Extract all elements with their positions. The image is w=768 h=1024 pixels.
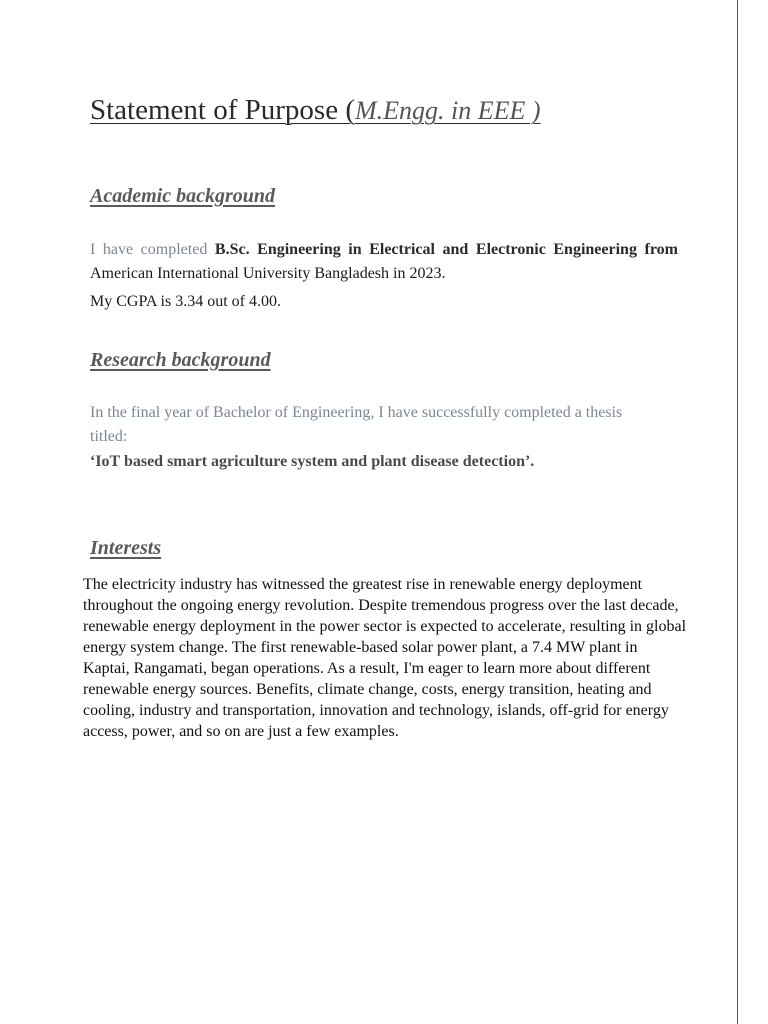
title-program: M.Engg. in EEE )	[354, 96, 541, 125]
heading-academic-background: Academic background	[90, 185, 275, 207]
interests-paragraph: The electricity industry has witnessed the greatest rise in renewable energy deployment throughout the ongoing energy revolution. Despite tremendous progress over the last decade, renewable energy deployment in the power sector is expected to accelerate, resulting in global energy system change. The first renewable-based solar power plant, a 7.4 MW plant in Kaptai, Rangamati, began operations. As a result, I'm eager to learn more about different renewable energy sources. Benefits, climate change, costs, energy transition, heating and cooling, industry and transportation, innovation and technology, islands, off-grid for energy access, power, and so on are just a few examples.	[83, 576, 687, 740]
page-edge-divider	[737, 0, 738, 1024]
academic-cgpa: My CGPA is 3.34 out of 4.00.	[90, 293, 281, 310]
document-title	[90, 94, 541, 127]
research-intro: In the final year of Bachelor of Engineering, I have successfully completed a thesis titled:	[90, 404, 623, 445]
title-main: Statement of Purpose (	[90, 94, 355, 126]
academic-degree: B.Sc. Engineering in Electrical and Electronic Engineering from	[214, 241, 678, 258]
academic-intro: I have completed	[90, 241, 215, 258]
thesis-title: ‘IoT based smart agriculture system and plant disease detection’.	[90, 453, 535, 470]
heading-interests: Interests	[90, 537, 162, 559]
academic-paragraph	[90, 238, 678, 286]
heading-research-background: Research background	[90, 349, 271, 371]
academic-university: American International University Bangladesh in 2023.	[90, 265, 446, 282]
